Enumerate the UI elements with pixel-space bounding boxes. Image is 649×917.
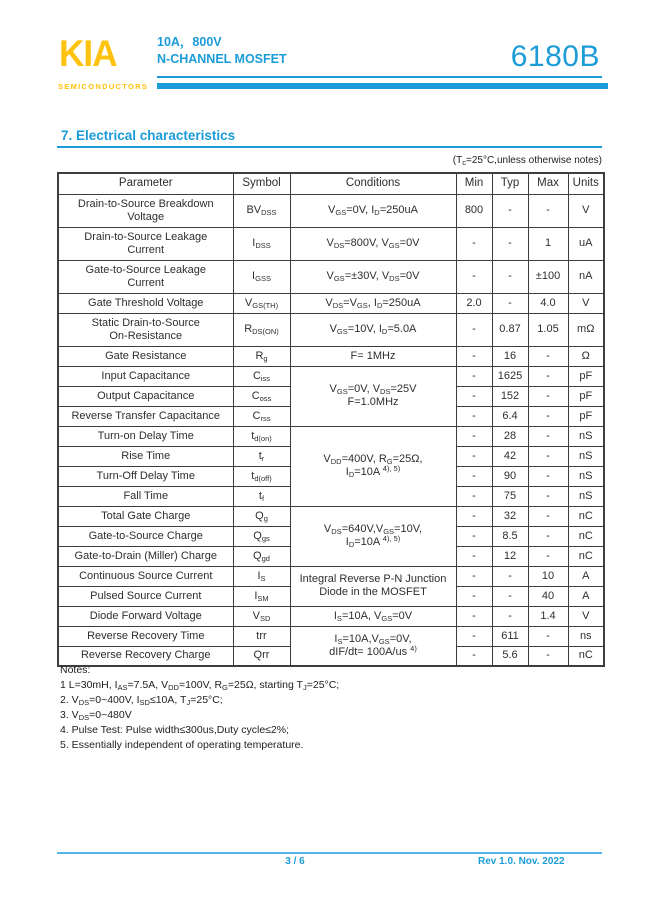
symbol-cell: trr: [233, 626, 290, 646]
symbol-cell: $V_{SD}$: [233, 606, 290, 626]
table-row: [58, 566, 604, 586]
typ-cell: -: [492, 194, 528, 227]
typ-cell: 32: [492, 506, 528, 526]
column-header: Units: [568, 173, 604, 194]
symbol-cell: $I_S$: [233, 566, 290, 586]
symbol-cell: $R_{DS(ON)}$: [233, 313, 290, 346]
typ-cell: 5.6: [492, 646, 528, 666]
page-number: 3 / 6: [285, 856, 305, 867]
notes-list: [60, 678, 339, 753]
typ-cell: 0.87: [492, 313, 528, 346]
typ-cell: -: [492, 227, 528, 260]
min-cell: -: [456, 386, 492, 406]
symbol-cell: $t_f$: [233, 486, 290, 506]
max-cell: 1: [528, 227, 568, 260]
min-cell: -: [456, 586, 492, 606]
table-row: [58, 260, 604, 293]
typ-cell: 16: [492, 346, 528, 366]
min-cell: 800: [456, 194, 492, 227]
units-cell: pF: [568, 386, 604, 406]
symbol-cell: $t_{d(off)}$: [233, 466, 290, 486]
min-cell: -: [456, 346, 492, 366]
min-cell: -: [456, 626, 492, 646]
max-cell: -: [528, 386, 568, 406]
parameter-cell: Gate Resistance: [58, 346, 233, 366]
note-line: 5. Essentially independent of operating temperature.: [60, 739, 304, 751]
column-header: Conditions: [290, 173, 456, 194]
table-row: [58, 366, 604, 386]
parameter-cell: Gate-to-Drain (Miller) Charge: [58, 546, 233, 566]
table-row: [58, 426, 604, 446]
conditions-cell: $V_{GS}=10V$, $I_D=5.0A$: [290, 313, 456, 346]
parameter-cell: Reverse Recovery Charge: [58, 646, 233, 666]
min-cell: 2.0: [456, 293, 492, 313]
parameter-cell: Reverse Transfer Capacitance: [58, 406, 233, 426]
min-cell: -: [456, 566, 492, 586]
units-cell: A: [568, 566, 604, 586]
device-type: N-CHANNEL MOSFET: [157, 52, 287, 66]
min-cell: -: [456, 486, 492, 506]
symbol-cell: $C_{iss}$: [233, 366, 290, 386]
symbol-cell: $V_{GS(TH)}$: [233, 293, 290, 313]
units-cell: ns: [568, 626, 604, 646]
symbol-cell: Qrr: [233, 646, 290, 666]
typ-cell: -: [492, 293, 528, 313]
max-cell: -: [528, 366, 568, 386]
units-cell: mΩ: [568, 313, 604, 346]
typ-cell: 611: [492, 626, 528, 646]
table-row: [58, 346, 604, 366]
device-summary: [157, 34, 287, 68]
parameter-cell: Static Drain-to-Source On-Resistance: [58, 313, 233, 346]
symbol-cell: $I_{DSS}$: [233, 227, 290, 260]
typ-cell: -: [492, 260, 528, 293]
min-cell: -: [456, 506, 492, 526]
typ-cell: 12: [492, 546, 528, 566]
units-cell: A: [568, 586, 604, 606]
section-title-rule: [57, 146, 602, 148]
column-header: Symbol: [233, 173, 290, 194]
table-row: [58, 606, 604, 626]
typ-cell: 1625: [492, 366, 528, 386]
units-cell: nS: [568, 426, 604, 446]
min-cell: -: [456, 260, 492, 293]
max-cell: -: [528, 526, 568, 546]
column-header: Typ: [492, 173, 528, 194]
electrical-characteristics-table: [57, 172, 605, 667]
max-cell: -: [528, 446, 568, 466]
units-cell: V: [568, 293, 604, 313]
max-cell: 1.4: [528, 606, 568, 626]
parameter-cell: Diode Forward Voltage: [58, 606, 233, 626]
typ-cell: 42: [492, 446, 528, 466]
parameter-cell: Fall Time: [58, 486, 233, 506]
typ-cell: 6.4: [492, 406, 528, 426]
max-cell: -: [528, 346, 568, 366]
symbol-cell: $Q_{gs}$: [233, 526, 290, 546]
parameter-cell: Total Gate Charge: [58, 506, 233, 526]
min-cell: -: [456, 546, 492, 566]
units-cell: nS: [568, 486, 604, 506]
symbol-cell: $C_{oss}$: [233, 386, 290, 406]
symbol-cell: $BV_{DSS}$: [233, 194, 290, 227]
parameter-cell: Rise Time: [58, 446, 233, 466]
parameter-cell: Drain-to-Source Breakdown Voltage: [58, 194, 233, 227]
table-row: [58, 626, 604, 646]
max-cell: -: [528, 486, 568, 506]
conditions-cell: $V_{DS}=640V,V_{GS}=10V$, $I_D=10A$ $^{4), 5)}$: [290, 506, 456, 566]
max-cell: 1.05: [528, 313, 568, 346]
table-header-row: [58, 173, 604, 194]
typ-cell: 28: [492, 426, 528, 446]
max-cell: -: [528, 506, 568, 526]
max-cell: -: [528, 426, 568, 446]
typ-cell: 152: [492, 386, 528, 406]
parameter-cell: Gate-to-Source Charge: [58, 526, 233, 546]
typ-cell: -: [492, 566, 528, 586]
units-cell: nS: [568, 466, 604, 486]
max-cell: -: [528, 646, 568, 666]
part-number: 6180B: [510, 40, 600, 73]
max-cell: 4.0: [528, 293, 568, 313]
parameter-cell: Pulsed Source Current: [58, 586, 233, 606]
typ-cell: 90: [492, 466, 528, 486]
units-cell: Ω: [568, 346, 604, 366]
note-line: 1 L=30mH, $I_{AS}=7.5A$, $V_{DD}=100V$, $R_G=25\Omega$, starting $T_J=25^\circ C$;: [60, 679, 340, 692]
parameter-cell: Continuous Source Current: [58, 566, 233, 586]
parameter-cell: Turn-on Delay Time: [58, 426, 233, 446]
parameter-cell: Input Capacitance: [58, 366, 233, 386]
units-cell: nA: [568, 260, 604, 293]
symbol-cell: $C_{rss}$: [233, 406, 290, 426]
conditions-cell: $V_{DS}=800V$, $V_{GS}=0V$: [290, 227, 456, 260]
max-cell: 40: [528, 586, 568, 606]
footer-rule: [57, 852, 602, 854]
max-cell: -: [528, 466, 568, 486]
table-row: [58, 194, 604, 227]
typ-cell: -: [492, 586, 528, 606]
note-line: 4. Pulse Test: Pulse width≤300us,Duty cycle≤2%;: [60, 724, 290, 736]
device-rating: 10A，800V: [157, 35, 222, 49]
symbol-cell: $Q_{gd}$: [233, 546, 290, 566]
symbol-cell: $I_{GSS}$: [233, 260, 290, 293]
table-row: [58, 313, 604, 346]
revision-label: Rev 1.0. Nov. 2022: [478, 856, 565, 867]
conditions-cell: $V_{GS}=\pm 30V$, $V_{DS}=0V$: [290, 260, 456, 293]
conditions-cell: $V_{GS}=0V$, $V_{DS}=25V$ F=1.0MHz: [290, 366, 456, 426]
units-cell: uA: [568, 227, 604, 260]
note-line: 2. $V_{DS}=0\sim 400V$, $I_{SD}\le 10A$, $T_J=25^\circ C$;: [60, 694, 223, 707]
units-cell: nC: [568, 546, 604, 566]
units-cell: pF: [568, 366, 604, 386]
typ-cell: 75: [492, 486, 528, 506]
conditions-cell: F= 1MHz: [290, 346, 456, 366]
conditions-cell: Integral Reverse P-N Junction Diode in the MOSFET: [290, 566, 456, 606]
test-condition-note: ($T_c=25^\circ C,unless$ otherwise notes): [452, 155, 602, 167]
units-cell: V: [568, 194, 604, 227]
symbol-cell: $Q_g$: [233, 506, 290, 526]
conditions-cell: $I_S=10A,V_{GS}=0V$, dIF/dt= 100A/us $^{4)}$: [290, 626, 456, 666]
units-cell: nS: [568, 446, 604, 466]
min-cell: -: [456, 646, 492, 666]
table-row: [58, 227, 604, 260]
min-cell: -: [456, 227, 492, 260]
header-thin-rule: [157, 76, 602, 78]
header-thick-rule: [157, 83, 608, 89]
symbol-cell: $R_g$: [233, 346, 290, 366]
min-cell: -: [456, 446, 492, 466]
parameter-cell: Drain-to-Source Leakage Current: [58, 227, 233, 260]
units-cell: pF: [568, 406, 604, 426]
units-cell: nC: [568, 646, 604, 666]
max-cell: -: [528, 546, 568, 566]
units-cell: nC: [568, 506, 604, 526]
units-cell: nC: [568, 526, 604, 546]
conditions-cell: $V_{DD}=400V$, $R_G=25\Omega$, $I_D=10A$ $^{4), 5)}$: [290, 426, 456, 506]
column-header: Max: [528, 173, 568, 194]
table-row: [58, 506, 604, 526]
parameter-cell: Reverse Recovery Time: [58, 626, 233, 646]
min-cell: -: [456, 466, 492, 486]
notes-section: [60, 663, 339, 753]
typ-cell: 8.5: [492, 526, 528, 546]
table-body: [58, 194, 604, 666]
parameter-cell: Output Capacitance: [58, 386, 233, 406]
max-cell: -: [528, 194, 568, 227]
typ-cell: -: [492, 606, 528, 626]
symbol-cell: $t_r$: [233, 446, 290, 466]
parameter-cell: Gate-to-Source Leakage Current: [58, 260, 233, 293]
column-header: Parameter: [58, 173, 233, 194]
symbol-cell: $t_{d(on)}$: [233, 426, 290, 446]
min-cell: -: [456, 526, 492, 546]
brand-logo-subtext: SEMICONDUCTORS: [58, 82, 149, 91]
units-cell: V: [568, 606, 604, 626]
symbol-cell: $I_{SM}$: [233, 586, 290, 606]
min-cell: -: [456, 606, 492, 626]
column-header: Min: [456, 173, 492, 194]
max-cell: -: [528, 626, 568, 646]
conditions-cell: $V_{DS}=V_{GS}$, $I_D=250uA$: [290, 293, 456, 313]
conditions-cell: $V_{GS}=0V$, $I_D=250uA$: [290, 194, 456, 227]
section-title: 7. Electrical characteristics: [61, 128, 236, 143]
min-cell: -: [456, 406, 492, 426]
max-cell: ±100: [528, 260, 568, 293]
parameter-cell: Turn-Off Delay Time: [58, 466, 233, 486]
max-cell: 10: [528, 566, 568, 586]
conditions-cell: $I_S=10A$, $V_{GS}=0V$: [290, 606, 456, 626]
brand-logo: KIA: [59, 33, 117, 74]
parameter-cell: Gate Threshold Voltage: [58, 293, 233, 313]
max-cell: -: [528, 406, 568, 426]
note-line: 3. $V_{DS}=0\sim 480V$: [60, 709, 132, 722]
notes-title: Notes:: [60, 664, 91, 676]
min-cell: -: [456, 426, 492, 446]
table-row: [58, 293, 604, 313]
min-cell: -: [456, 366, 492, 386]
min-cell: -: [456, 313, 492, 346]
